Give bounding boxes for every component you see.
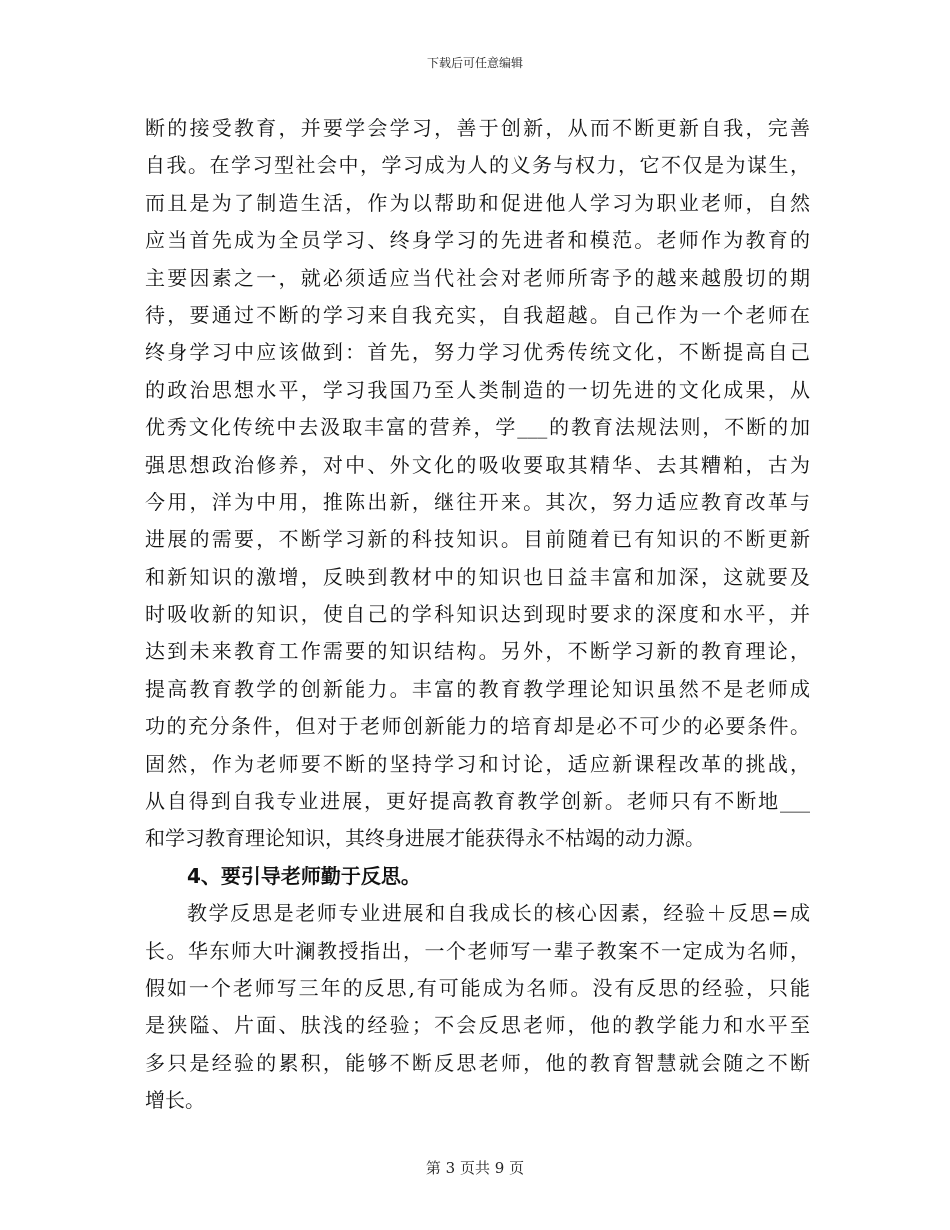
- page-header: 下载后可任意编辑: [426, 56, 523, 70]
- paragraph-line: 是狭隘、片面、肤浅的经验；不会反思老师，他的教学能力和水平至: [145, 1013, 810, 1038]
- paragraph-line: 固然，作为老师要不断的坚持学习和讨论，适应新课程改革的挑战，: [145, 751, 810, 776]
- paragraph-line: 时吸收新的知识，使自己的学科知识达到现时要求的深度和水平，并: [145, 602, 810, 627]
- paragraph-line: 强思想政治修养，对中、外文化的吸收要取其精华、去其糟粕，古为: [145, 452, 810, 477]
- section-heading: 4、要引导老师勤于反思。: [187, 863, 421, 888]
- paragraph-line: 而且是为了制造生活，作为以帮助和促进他人学习为职业老师，自然: [145, 190, 810, 215]
- paragraph-line: 提高教育教学的创新能力。丰富的教育教学理论知识虽然不是老师成: [145, 676, 810, 701]
- paragraph-line: 断的接受教育，并要学会学习，善于创新，从而不断更新自我，完善: [145, 116, 810, 140]
- paragraph-line: 主要因素之一，就必须适应当代社会对老师所寄予的越来越殷切的期: [145, 265, 810, 290]
- paragraph-line: 假如一个老师写三年的反思,有可能成为名师。没有反思的经验，只能: [145, 975, 810, 1000]
- page-number: 第 3 页共 9 页: [425, 1159, 525, 1177]
- document-body: [145, 110, 810, 1120]
- paragraph-line: 长。华东师大叶澜教授指出，一个老师写一辈子教案不一定成为名师，: [145, 938, 810, 963]
- paragraph-line: 教学反思是老师专业进展和自我成长的核心因素，经验＋反思=成: [187, 901, 810, 926]
- paragraph-line: 今用，洋为中用，推陈出新，继往开来。其次，努力适应教育改革与: [145, 489, 810, 514]
- paragraph-line: 和新知识的激增，反映到教材中的知识也日益丰富和加深，这就要及: [145, 564, 810, 589]
- paragraph-line: 从自得到自我专业进展，更好提高教育教学创新。老师只有不断地___: [145, 789, 810, 814]
- paragraph-line: 待，要通过不断的学习来自我充实，自我超越。自己作为一个老师在: [145, 302, 810, 327]
- paragraph-line: 优秀文化传统中去汲取丰富的营养，学___的教育法规法则，不断的加: [145, 415, 810, 440]
- paragraph-line: 功的充分条件，但对于老师创新能力的培育却是必不可少的必要条件。: [145, 714, 810, 739]
- paragraph-line: 多只是经验的累积，能够不断反思老师，他的教育智慧就会随之不断: [145, 1050, 810, 1075]
- paragraph-line: 进展的需要，不断学习新的科技知识。目前随着已有知识的不断更新: [145, 527, 810, 552]
- paragraph-line: 增长。: [145, 1088, 205, 1113]
- paragraph-line: 和学习教育理论知识，其终身进展才能获得永不枯竭的动力源。: [145, 826, 705, 851]
- paragraph-line: 应当首先成为全员学习、终身学习的先进者和模范。老师作为教育的: [145, 228, 810, 253]
- paragraph-line: 自我。在学习型社会中，学习成为人的义务与权力，它不仅是为谋生，: [145, 153, 810, 178]
- paragraph-line: 的政治思想水平，学习我国乃至人类制造的一切先进的文化成果，从: [145, 377, 810, 402]
- paragraph-line: 终身学习中应该做到：首先，努力学习优秀传统文化，不断提高自己: [145, 340, 810, 365]
- paragraph-line: 达到未来教育工作需要的知识结构。另外，不断学习新的教育理论，: [145, 639, 810, 664]
